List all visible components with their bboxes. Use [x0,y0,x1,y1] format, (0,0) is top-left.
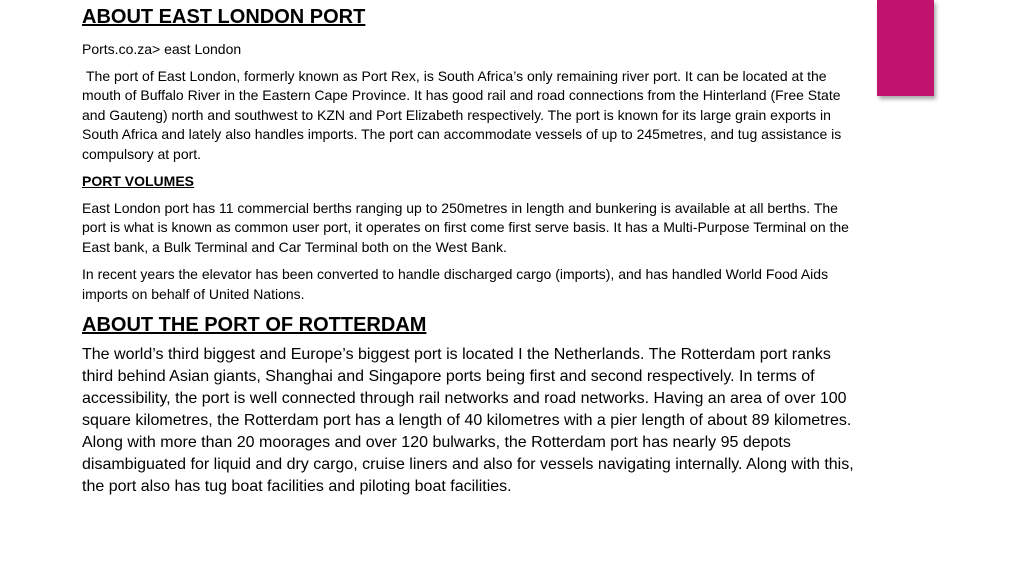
port-volumes-heading: PORT VOLUMES [82,173,195,190]
east-london-intro: The port of East London, formerly known as Port Rex, is South Africa’s only remaining river port. It can be located at the mouth of Buffalo River in the Eastern Cape Province. It has good rail and road connections from the Hinterland (Free State and Gauteng) north and southwest to KZN and Port Elizabeth respectively. The port is known for its large grain exports in South Africa and lately also handles imports. The port can accommodate vessels of up to 245metres, and tug assistance is compulsory at port. [82,68,842,162]
port-volumes-paragraph-2: In recent years the elevator has been converted to handle discharged cargo (imports), and has handled World Food Aids imports on behalf of United Nations. [82,266,829,302]
source-line: Ports.co.za> east London [82,41,242,57]
port-volumes-paragraph-1: East London port has 11 commercial berths ranging up to 250metres in length and bunkering is available at all berths. The port is what is known as common user port, it operates on first come first serve basis. It has a Multi-Purpose Terminal on the East bank, a Bulk Terminal and Car Terminal both on the West Bank. [82,200,849,255]
slide-content [82,4,854,498]
east-london-title: ABOUT EAST LONDON PORT [82,6,366,28]
rotterdam-title: ABOUT THE PORT OF ROTTERDAM [82,314,427,337]
accent-bar [877,0,934,96]
rotterdam-body: The world’s third biggest and Europe’s biggest port is located I the Netherlands. The Rotterdam port ranks third behind Asian giants, Shanghai and Singapore ports being first and second respectively. In terms of accessibility, the port is well connected through rail networks and road networks. Having an area of over 100 square kilometres, the Rotterdam port has a length of 40 kilometres with a pier length of about 89 kilometres. Along with more than 20 moorages and over 120 bulwarks, the Rotterdam port has nearly 95 depots disambiguated for liquid and dry cargo, cruise liners and also for vessels navigating internally. Along with this, the port also has tug boat facilities and piloting boat facilities. [82,346,854,496]
